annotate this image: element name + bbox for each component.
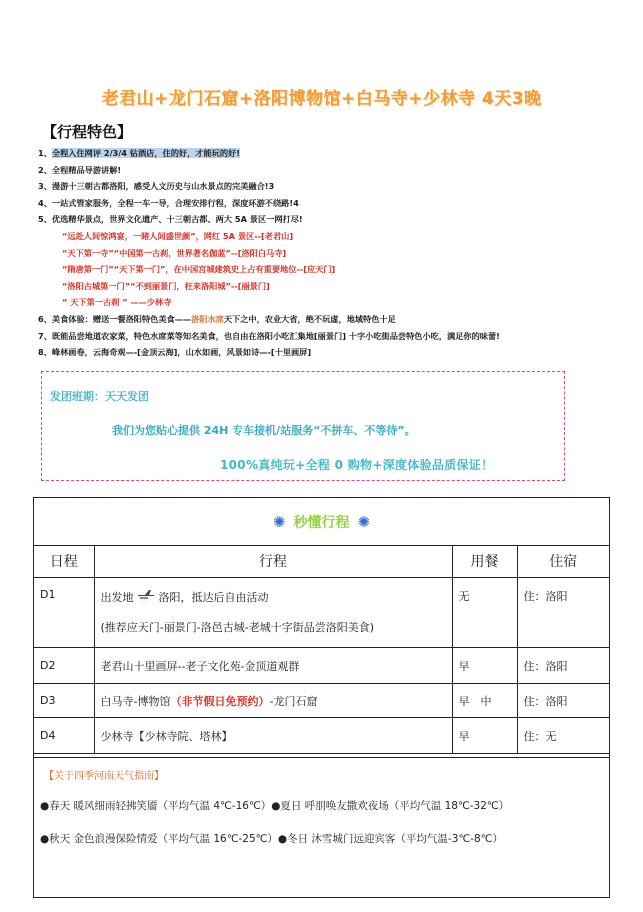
day-cell: D2 xyxy=(34,648,94,684)
table-row xyxy=(34,684,609,718)
stay-cell: 住：洛阳 xyxy=(517,684,609,718)
plane-icon xyxy=(137,589,155,599)
table-header-row xyxy=(34,545,609,578)
table-row xyxy=(34,578,609,648)
feature-item: 8、峰林画卷，云海奇观—-[金顶云海]，山水如画，风景如诗—-[十里画屏] xyxy=(38,347,312,358)
table-caption: 秒懂行程 xyxy=(293,514,350,531)
feature-item: 2、全程精品导游讲解! xyxy=(38,164,122,175)
header-stay: 住宿 xyxy=(517,545,609,578)
feature-item: 5、优选精华景点，世界文化遗产、十三朝古都、两大 5A 景区一网打尽! xyxy=(38,214,303,225)
itinerary-grid xyxy=(34,545,609,754)
route-note: (推荐应天门-丽景门-洛邑古城-老城十字街品尝洛阳美食) xyxy=(100,620,374,634)
feature-item: 1、全程入住网评 2/3/4 钻酒店，住的好，才能玩的好! xyxy=(38,148,240,158)
feature-item: 7、既能品尝地道农家菜，特色水席菜等知名美食，也自由在洛阳小吃汇集地[丽景门] 十字小吃街品尝特色小吃，满足你的味蕾! xyxy=(38,330,500,341)
feature-sub-item: “洛阳古城第一门”“不到丽景门，枉来洛阳城”--[丽景门] xyxy=(62,280,270,291)
feature-item: 6、美食体验：赠送一餐洛阳特色美食——洛阳水席天下之中，农业大省，绝不玩虚，地域特色十足 xyxy=(38,313,396,324)
table-row xyxy=(34,648,609,684)
weather-line: ●春天 暖风细雨轻拂笑靥（平均气温 4℃-16℃）●夏日 呼朋唤友撒欢夜场（平均气温 18℃-32℃） xyxy=(40,800,510,812)
day-cell: D1 xyxy=(34,578,94,648)
page-title: 老君山+龙门石窟+洛阳博物馆+白马寺+少林寺 4天3晚 xyxy=(101,89,542,109)
features-list xyxy=(38,145,628,361)
feature-sub-item: “天下第一寺”“中国第一古刹，世界著名伽蓝”--[洛阳白马寺] xyxy=(62,247,287,258)
route-cell: 少林寺【少林寺院、塔林】 xyxy=(94,718,452,754)
table-row xyxy=(34,718,609,754)
features-heading: 【行程特色】 xyxy=(42,123,133,141)
feature-sub-item: “远赴人间惊鸿宴，一睹人间盛世颜”，网红 5A 景区--[老君山] xyxy=(62,230,294,241)
table-caption-bar xyxy=(34,498,609,546)
weather-title: 【关于四季河南天气指南】 xyxy=(44,771,164,782)
day-cell: D3 xyxy=(34,684,94,718)
route-cell: 老君山十里画屏--老子文化苑-金顶道观群 xyxy=(94,648,452,684)
sun-icon: ✺ xyxy=(357,512,371,531)
stay-cell: 住：洛阳 xyxy=(517,578,609,648)
departure-schedule: 发团班期：天天发团 xyxy=(50,390,149,403)
header-meal: 用餐 xyxy=(452,545,517,578)
weather-guide xyxy=(34,757,609,900)
feature-item: 3、漫游十三朝古都洛阳，感受人文历史与山水景点的完美融合!3 xyxy=(38,181,275,192)
meal-cell: 无 xyxy=(452,578,517,648)
promo-box xyxy=(41,371,565,481)
meal-cell: 早 xyxy=(452,648,517,684)
sun-icon: ✺ xyxy=(272,512,286,531)
stay-cell: 住：洛阳 xyxy=(517,648,609,684)
itinerary-table xyxy=(33,497,610,898)
feature-sub-item: “隋唐第一门”“天下第一门”，在中国宫城建筑史上占有重要地位--[应天门] xyxy=(62,264,336,275)
feature-item: 4、一站式管家服务，全程一车一导，合理安排行程，深度环游不绕路!4 xyxy=(38,197,299,208)
meal-cell: 早 xyxy=(452,718,517,754)
feature-sub-item: “ 天下第一古刹 ” ——少林寺 xyxy=(62,297,172,308)
route-cell: 白马寺-博物馆（非节假日免预约）-龙门石窟 xyxy=(94,684,452,718)
quality-guarantee: 100%真纯玩+全程 0 购物+深度体验品质保证！ xyxy=(220,458,494,472)
weather-line: ●秋天 金色浪漫保险情爱（平均气温 16℃-25℃）●冬日 沐雪城门远迎宾客（平均气温-3℃-8℃） xyxy=(40,833,503,845)
header-route: 行程 xyxy=(94,545,452,578)
header-day: 日程 xyxy=(34,545,94,578)
pickup-service: 我们为您贴心提供 24H 专车接机/站服务“不拼车、不等待”。 xyxy=(112,424,416,437)
day-cell: D4 xyxy=(34,718,94,754)
stay-cell: 住：无 xyxy=(517,718,609,754)
route-cell: 出发地 洛阳，抵达后自由活动 (推荐应天门-丽景门-洛邑古城-老城十字街品尝洛阳美食) xyxy=(94,578,452,648)
meal-cell: 早 中 xyxy=(452,684,517,718)
